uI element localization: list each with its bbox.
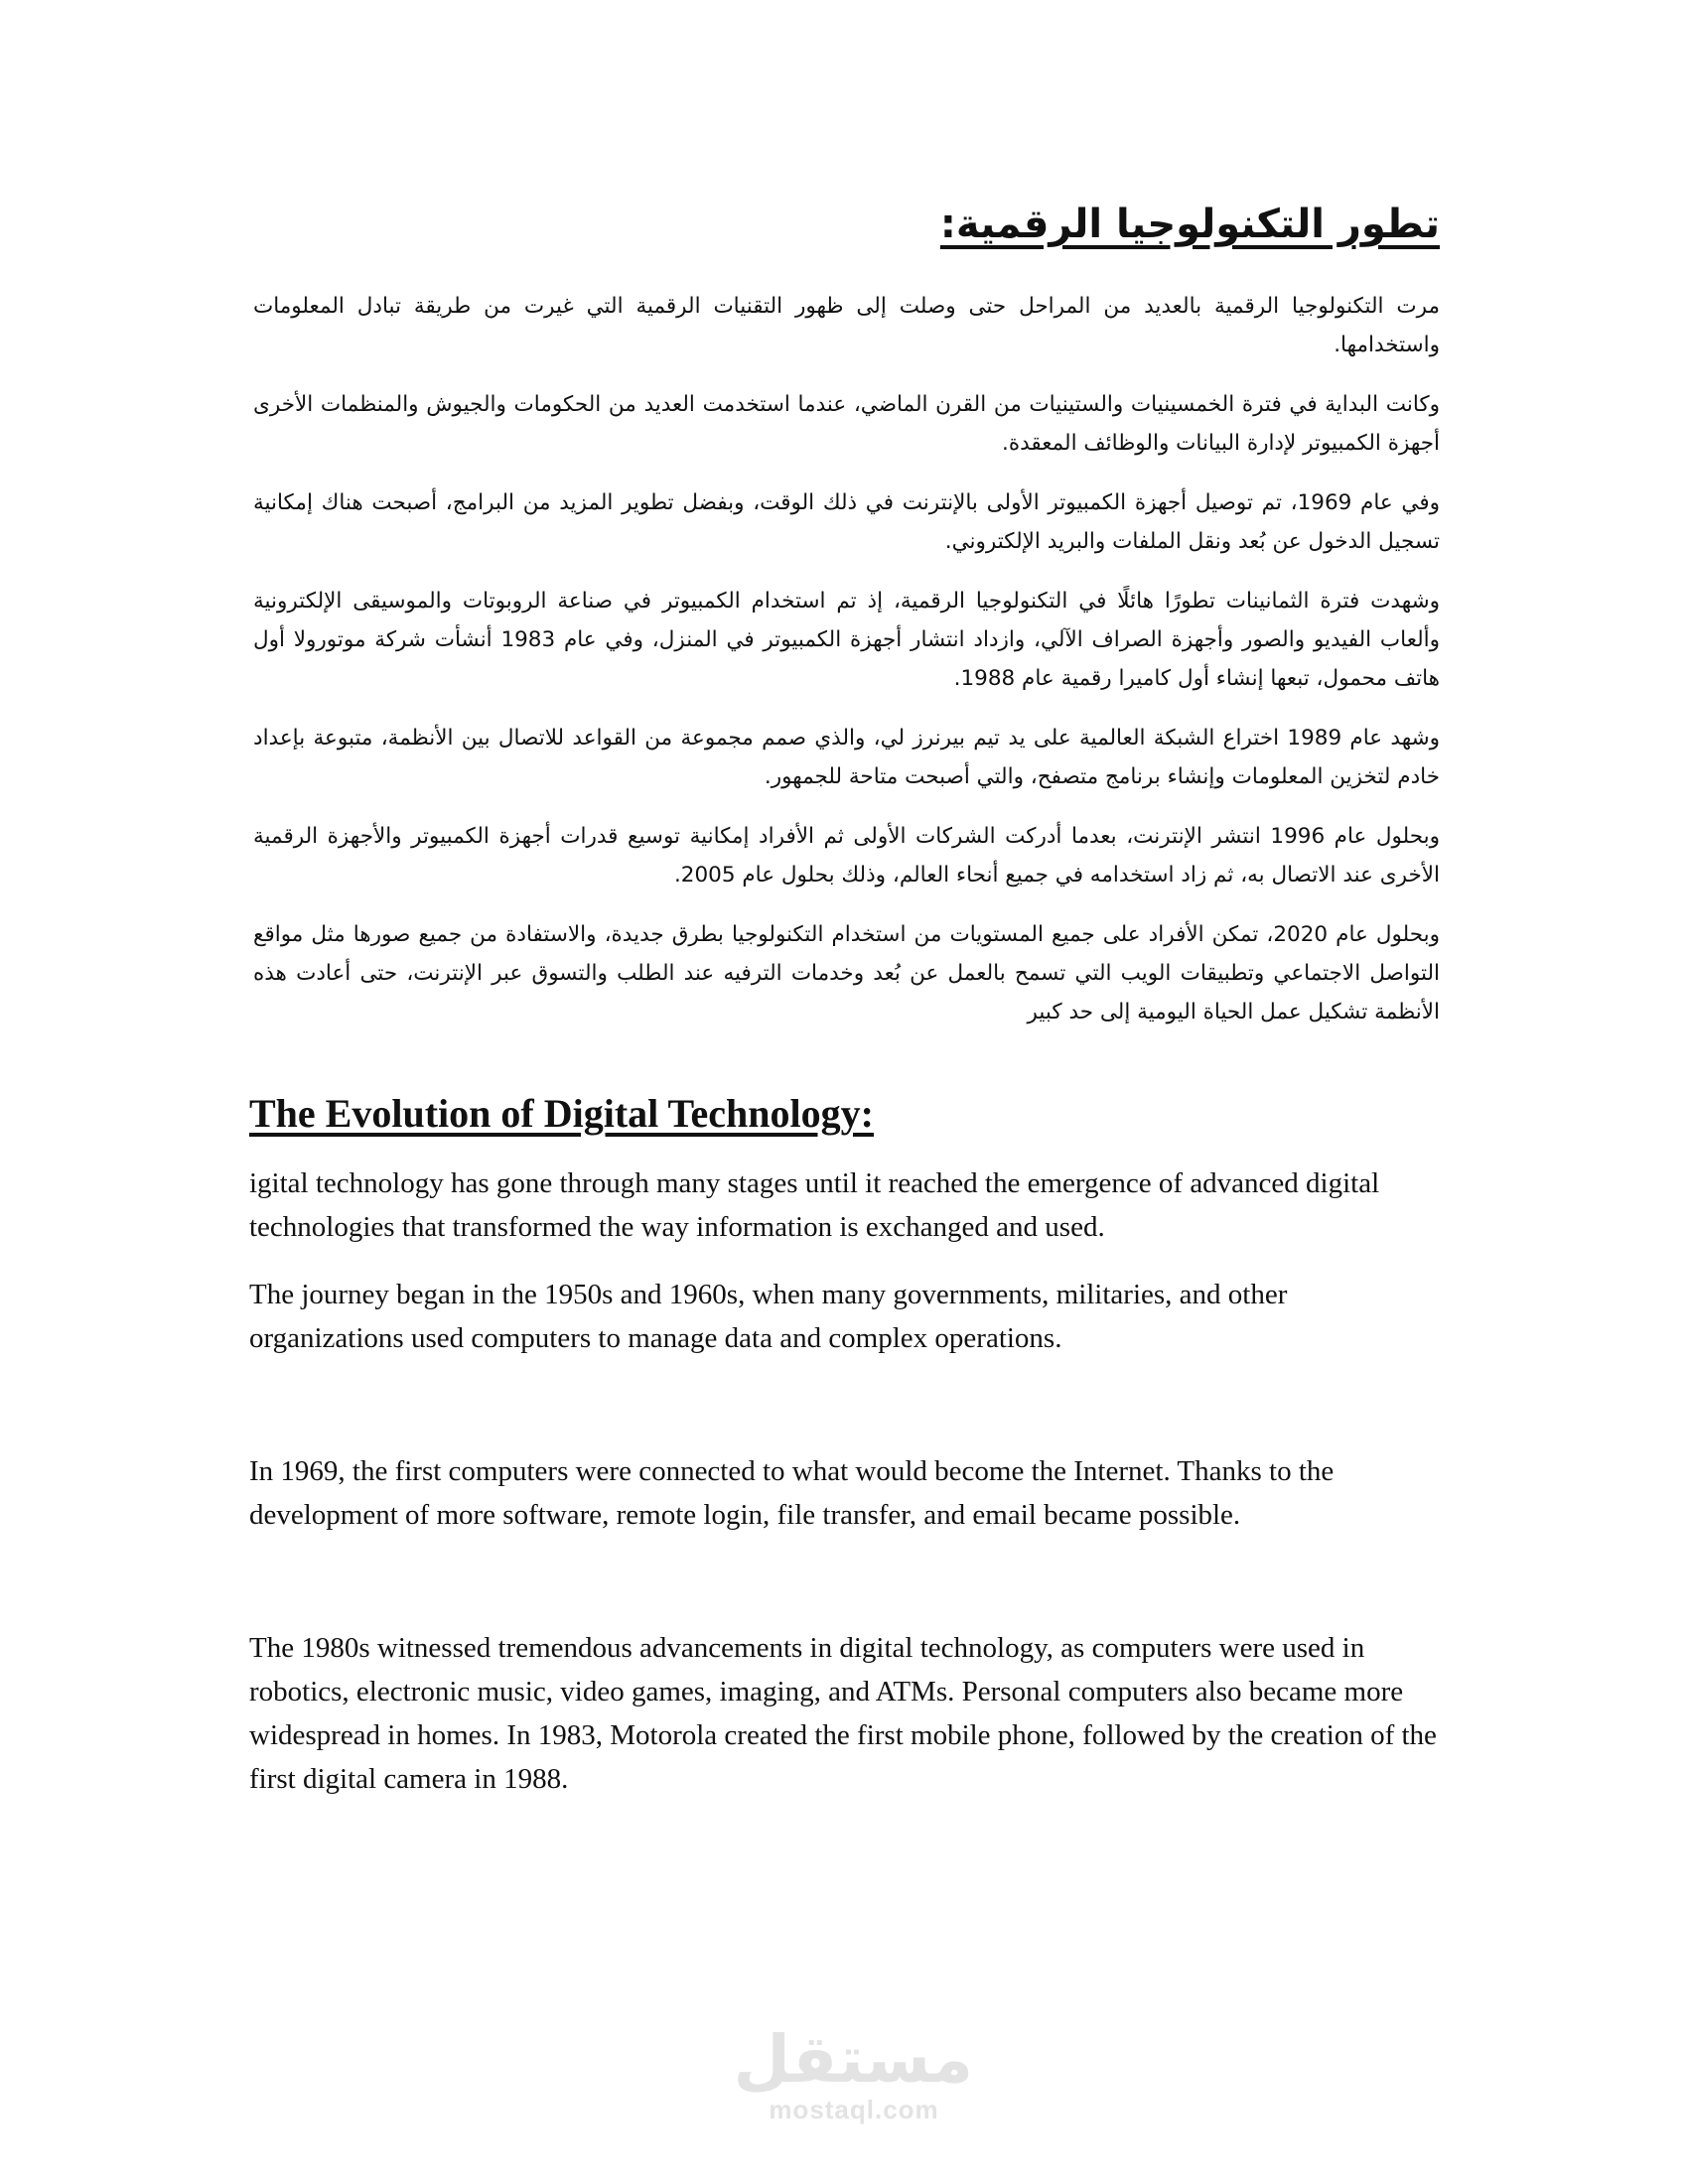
english-paragraph: The 1980s witnessed tremendous advancements in digital technology, as computers were used in robotics, electronic music, video games, imaging, and ATMs. Personal computers also became more widespread in homes. In 1983, Motorola created the first mobile phone, followed by the creation of the first digital camera in 1988. xyxy=(249,1632,1437,1795)
arabic-paragraph: وبحلول عام 2020، تمكن الأفراد على جميع المستويات من استخدام التكنولوجيا بطرق جديدة، والاستفادة من جميع صورها مثل مواقع التواصل الاجتماعي وتطبيقات الويب التي تسمح بالعمل عن بُعد وخدمات الترفيه عند الطلب والتسوق عبر الإنترنت، حتى أعادت هذه الأنظمة تشكيل عمل الحياة اليومية إلى حد كبير xyxy=(253,922,1441,1024)
arabic-paragraph: وشهد عام 1989 اختراع الشبكة العالمية على يد تيم بيرنرز لي، والذي صمم مجموعة من القواعد للاتصال بين الأنظمة، متبوعة بإعداد خادم لتخزين المعلومات وإنشاء برنامج متصفح، والتي أصبحت متاحة للجمهور. xyxy=(253,726,1441,789)
paragraph-spacer xyxy=(249,1360,1441,1449)
arabic-paragraph: وفي عام 1969، تم توصيل أجهزة الكمبيوتر الأولى بالإنترنت في ذلك الوقت، وبفضل تطوير المزيد من البرامج، أصبحت هناك إمكانية تسجيل الدخول عن بُعد ونقل الملفات والبريد الإلكتروني. xyxy=(253,490,1440,554)
english-paragraph: In 1969, the first computers were connected to what would become the Internet. Thanks to the development of more software, remote login, file transfer, and email became possible. xyxy=(249,1455,1335,1531)
arabic-paragraph: وكانت البداية في فترة الخمسينيات والستينيات من القرن الماضي، عندما استخدمت العديد من الحكومات والجيوش والمنظمات الأخرى أجهزة الكمبيوتر لإدارة البيانات والوظائف المعقدة. xyxy=(253,392,1440,456)
mostaql-watermark xyxy=(733,2021,973,2124)
arabic-paragraph: مرت التكنولوجيا الرقمية بالعديد من المراحل حتى وصلت إلى ظهور التقنيات الرقمية التي غيرت من طريقة تبادل المعلومات واستخدامها. xyxy=(253,294,1440,357)
arabic-paragraph: وشهدت فترة الثمانينات تطورًا هائلًا في التكنولوجيا الرقمية، إذ تم استخدام الكمبيوتر في صناعة الروبوتات والموسيقى الإلكترونية وألعاب الفيديو والصور وأجهزة الصراف الآلي، وازداد انتشار أجهزة الكمبيوتر في المنزل، وفي عام 1983 أنشأت شركة موتورولا أول هاتف محمول، تبعها إنشاء أول كاميرا رقمية عام 1988. xyxy=(253,589,1440,691)
english-title: The Evolution of Digital Technology: xyxy=(249,1091,874,1136)
arabic-section xyxy=(253,194,1440,1052)
english-paragraph: igital technology has gone through many stages until it reached the emergence of advanced digital technologies that transformed the way information is exchanged and used. xyxy=(249,1167,1380,1243)
watermark-logo: مستقل xyxy=(733,2021,973,2098)
english-section xyxy=(249,1090,1441,1801)
paragraph-spacer xyxy=(249,1249,1441,1273)
watermark-url: mostaql.com xyxy=(769,2095,939,2124)
arabic-title: تطور التكنولوجيا الرقمية: xyxy=(939,202,1440,247)
paragraph-spacer xyxy=(249,1537,1441,1626)
arabic-paragraph: وبحلول عام 1996 انتشر الإنترنت، بعدما أدركت الشركات الأولى ثم الأفراد إمكانية توسيع قدرات أجهزة الكمبيوتر والأجهزة الرقمية الأخرى عند الاتصال به، ثم زاد استخدامه في جميع أنحاء العالم، وذلك بحلول عام 2005. xyxy=(253,824,1440,887)
english-paragraph: The journey began in the 1950s and 1960s, when many governments, militaries, and other organizations used computers to manage data and complex operations. xyxy=(249,1279,1288,1354)
